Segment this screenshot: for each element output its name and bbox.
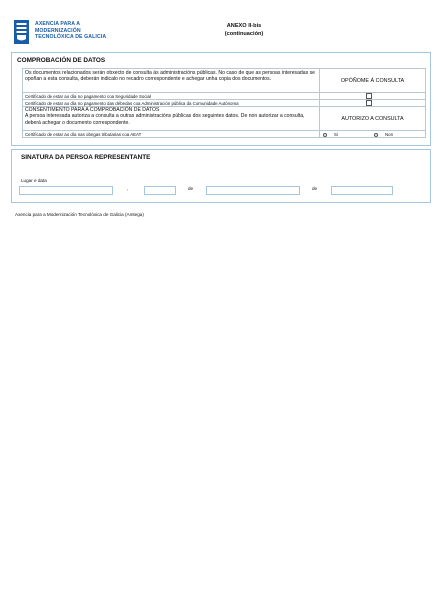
intro-text: Os documentos relacionados serán obxecto de consulta ás administracións públicas. No caso de que as persoas interesadas se opoñan a esta consulta, deberán indicalo no recadro correspondente e achegar unha copia dos documentos. xyxy=(25,70,315,83)
footer-text: Axencia para a Modernización Tecnolóxica de Galicia (Amtega) xyxy=(15,212,144,217)
amtega-logo xyxy=(14,20,124,44)
authorize-header-cell xyxy=(319,106,426,131)
logo-line-3: TECNOLÓXICA DE GALICIA xyxy=(35,34,107,41)
anexo-title: ANEXO II-bis xyxy=(226,23,262,29)
month-input[interactable] xyxy=(206,186,300,195)
intro-cell xyxy=(22,68,320,93)
sinatura-title: SINATURA DA PERSOA REPRESENTANTE xyxy=(21,154,151,161)
doc-row-ss-label: Certificado de estar ao día no pagamento coa Seguridade Social xyxy=(25,94,151,99)
consent-text: A persoa interesada autoriza a consulta a outras administracións públicas dos seguintes datos. De non autorizar a consulta, deberá achegar o documento correspondente. xyxy=(25,113,305,126)
anexo-heading xyxy=(224,23,264,38)
oppose-header: OPÓÑOME Á CONSULTA xyxy=(340,77,405,84)
oppose-header-cell xyxy=(319,68,426,93)
de-label-1: de xyxy=(188,186,194,191)
logo-line-1: AXENCIA PARA A xyxy=(35,21,81,27)
de-label-2: de xyxy=(312,186,318,191)
authorize-no-radio[interactable] xyxy=(374,133,378,137)
xunta-emblem-icon xyxy=(14,20,29,44)
day-input[interactable] xyxy=(144,186,176,195)
anexo-subtitle: (continuación) xyxy=(224,30,264,37)
consent-cell xyxy=(22,106,320,131)
comprobacion-title: COMPROBACIÓN DE DATOS xyxy=(17,57,106,64)
year-input[interactable] xyxy=(331,186,393,195)
comprobacion-table xyxy=(22,68,426,141)
place-input[interactable] xyxy=(19,186,113,195)
comma-separator: , xyxy=(127,186,129,191)
doc-row-ca-label: Certificado de estar ao día no pagamento das débedas coa Administración pública da Comunidade Autónoma xyxy=(25,101,239,106)
authorize-aeat-cell xyxy=(319,130,426,138)
authorize-yes-radio[interactable] xyxy=(323,133,327,137)
logo-text xyxy=(35,21,106,41)
doc-row-aeat xyxy=(22,130,320,138)
doc-row-aeat-label: Certificado de estar ao día nas obrigas tributarias coa AEAT xyxy=(25,132,142,137)
authorize-no-label: Non xyxy=(385,131,394,137)
authorize-yes-label: Si xyxy=(334,131,338,137)
consent-title: CONSENTIMENTO PARA A COMPROBACIÓN DE DATOS xyxy=(25,107,160,113)
place-date-label: Lugar e data xyxy=(21,178,47,183)
logo-line-2: MODERNIZACIÓN xyxy=(35,27,81,34)
authorize-header: AUTORIZO A CONSULTA xyxy=(341,115,404,122)
